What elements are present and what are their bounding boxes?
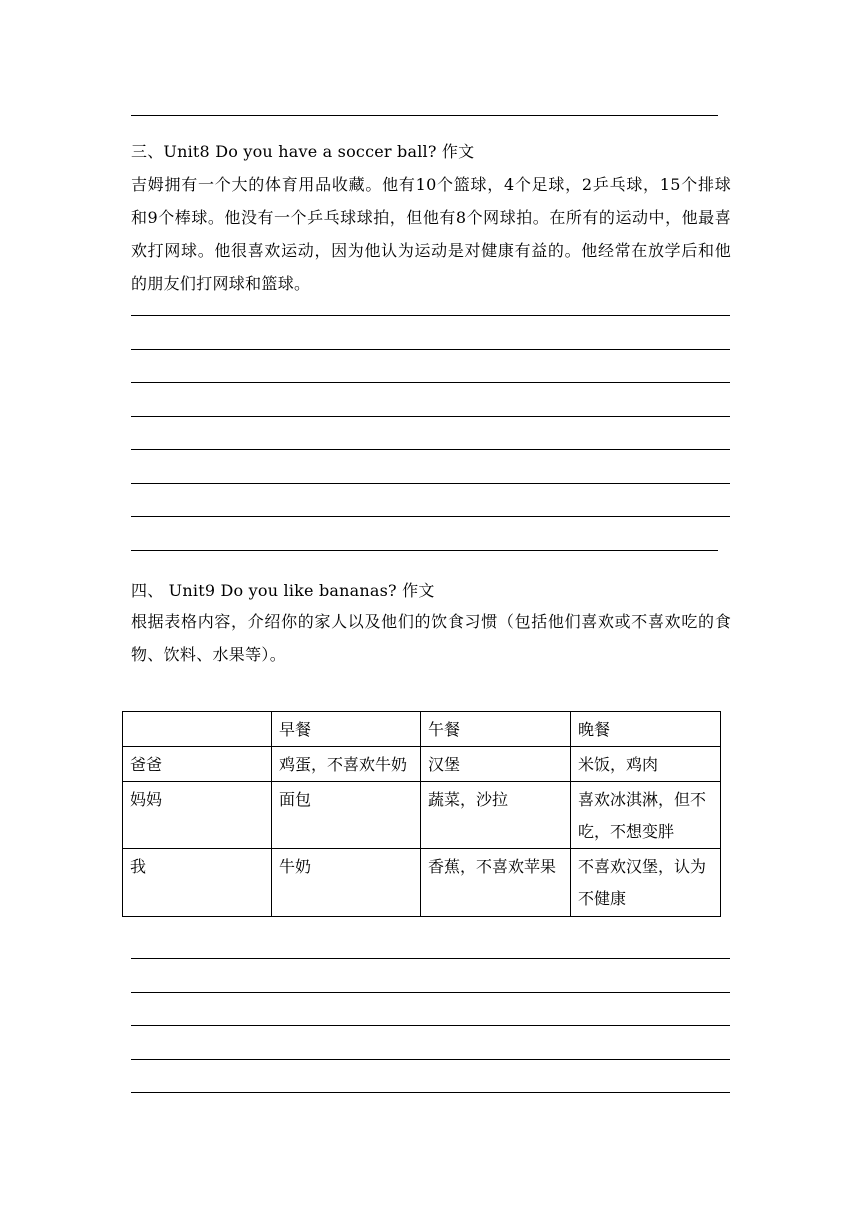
section3-prompt: 吉姆拥有一个大的体育用品收藏。他有10个篮球，4个足球，2乒乓球，15个排球和9个棒球。他没有一个乒乓球球拍，但他有8个网球拍。在所有的运动中，他最喜欢打网球。他很喜欢运动，因为他认为运动是对健康有益的。他经常在放学后和他的朋友们打网球和篮球。	[131, 175, 731, 293]
table-cell: 我	[123, 849, 272, 917]
writing-line	[131, 1059, 730, 1060]
writing-line	[131, 992, 730, 993]
writing-line	[131, 449, 730, 450]
table-cell	[123, 712, 272, 747]
table-header-cell: 早餐	[272, 712, 421, 747]
table-cell: 面包	[272, 782, 421, 849]
writing-line	[131, 416, 730, 417]
table-header-cell: 午餐	[421, 712, 571, 747]
table-cell: 不喜欢汉堡，认为不健康	[571, 849, 721, 917]
writing-line	[131, 483, 730, 484]
table-row	[123, 849, 721, 917]
writing-line	[131, 382, 730, 383]
meal-table	[122, 711, 721, 917]
table-cell: 香蕉，不喜欢苹果	[421, 849, 571, 917]
table-header-row	[123, 712, 721, 747]
writing-line	[131, 349, 730, 350]
writing-line	[131, 550, 718, 551]
table-row	[123, 747, 721, 782]
writing-line	[131, 1025, 730, 1026]
table-cell: 妈妈	[123, 782, 272, 849]
table-cell: 鸡蛋，不喜欢牛奶	[272, 747, 421, 782]
table-header-cell: 晚餐	[571, 712, 721, 747]
table-cell: 喜欢冰淇淋，但不吃，不想变胖	[571, 782, 721, 849]
table-row	[123, 782, 721, 849]
table-cell: 牛奶	[272, 849, 421, 917]
table-cell: 米饭，鸡肉	[571, 747, 721, 782]
section3-heading: 三、Unit8 Do you have a soccer ball? 作文	[131, 142, 475, 161]
writing-line	[131, 958, 730, 959]
table-cell: 汉堡	[421, 747, 571, 782]
writing-line	[131, 1092, 730, 1093]
section4-heading: 四、 Unit9 Do you like bananas? 作文	[131, 581, 435, 600]
writing-line	[131, 115, 718, 116]
table-cell: 爸爸	[123, 747, 272, 782]
section4-prompt: 根据表格内容，介绍你的家人以及他们的饮食习惯（包括他们喜欢或不喜欢吃的食物、饮料、水果等）。	[131, 612, 731, 664]
writing-line	[131, 516, 730, 517]
table-cell: 蔬菜，沙拉	[421, 782, 571, 849]
writing-line	[131, 315, 730, 316]
